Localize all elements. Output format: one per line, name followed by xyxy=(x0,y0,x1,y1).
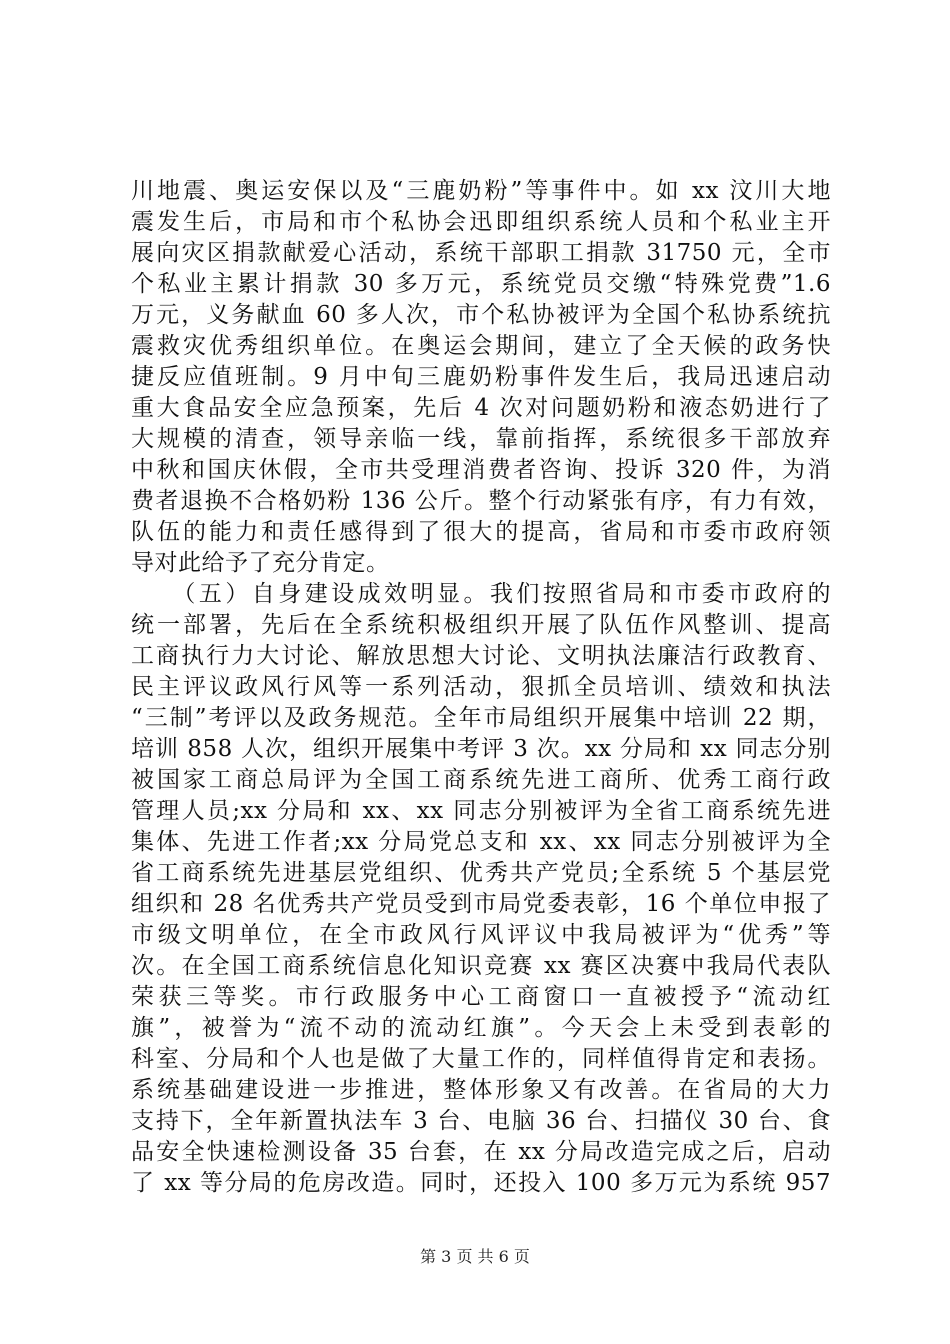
text-line: 民主评议政风行风等一系列活动，狠抓全员培训、绩效和执法 xyxy=(131,674,831,700)
text-line: 被国家工商总局评为全国工商系统先进工商所、优秀工商行政 xyxy=(131,767,831,793)
document-body xyxy=(131,176,831,1199)
text-line: 了 xx 等分局的危房改造。同时，还投入 100 多万元为系统 957 xyxy=(131,1170,831,1196)
paragraph xyxy=(131,176,831,579)
text-line: 震救灾优秀组织单位。在奥运会期间，建立了全天候的政务快 xyxy=(131,333,831,359)
text-line: 工商执行力大讨论、解放思想大讨论、文明执法廉洁行政教育、 xyxy=(131,643,831,669)
text-line: 省工商系统先进基层党组织、优秀共产党员;全系统 5 个基层党 xyxy=(131,860,831,886)
text-line: 市级文明单位，在全市政风行风评议中我局被评为“优秀”等 xyxy=(131,922,831,948)
text-line: 导对此给予了充分肯定。 xyxy=(131,550,390,576)
text-line: 次。在全国工商系统信息化知识竞赛 xx 赛区决赛中我局代表队 xyxy=(131,953,831,979)
text-line: 旗”，被誉为“流不动的流动红旗”。今天会上未受到表彰的 xyxy=(131,1015,831,1041)
text-line: 科室、分局和个人也是做了大量工作的，同样值得肯定和表扬。 xyxy=(131,1046,831,1072)
text-line: （五）自身建设成效明显。我们按照省局和市委市政府的 xyxy=(131,581,831,607)
text-line: 组织和 28 名优秀共产党员受到市局党委表彰，16 个单位申报了 xyxy=(131,891,831,917)
text-line: 捷反应值班制。9 月中旬三鹿奶粉事件发生后，我局迅速启动 xyxy=(131,364,831,390)
text-line: “三制”考评以及政务规范。全年市局组织开展集中培训 22 期， xyxy=(131,705,831,731)
text-line: 集体、先进工作者;xx 分局党总支和 xx、xx 同志分别被评为全 xyxy=(131,829,831,855)
text-line: 大规模的清查，领导亲临一线，靠前指挥，系统很多干部放弃 xyxy=(131,426,831,452)
text-line: 震发生后，市局和市个私协会迅即组织系统人员和个私业主开 xyxy=(131,209,831,235)
text-line: 费者退换不合格奶粉 136 公斤。整个行动紧张有序，有力有效， xyxy=(131,488,831,514)
text-line: 个私业主累计捐款 30 多万元，系统党员交缴“特殊党费”1.6 xyxy=(131,271,831,297)
text-line: 重大食品安全应急预案，先后 4 次对问题奶粉和液态奶进行了 xyxy=(131,395,831,421)
page-footer: 第 3 页 共 6 页 xyxy=(420,1247,530,1266)
text-line: 展向灾区捐款献爱心活动，系统干部职工捐款 31750 元，全市 xyxy=(131,240,831,266)
text-line: 荣获三等奖。市行政服务中心工商窗口一直被授予“流动红 xyxy=(131,984,831,1010)
text-line: 品安全快速检测设备 35 台套，在 xx 分局改造完成之后，启动 xyxy=(131,1139,831,1165)
text-line: 中秋和国庆休假，全市共受理消费者咨询、投诉 320 件，为消 xyxy=(131,457,831,483)
paragraph xyxy=(131,579,831,1199)
text-line: 支持下，全年新置执法车 3 台、电脑 36 台、扫描仪 30 台、食 xyxy=(131,1108,831,1134)
text-line: 统一部署，先后在全系统积极组织开展了队伍作风整训、提高 xyxy=(131,612,831,638)
text-line: 管理人员;xx 分局和 xx、xx 同志分别被评为全省工商系统先进 xyxy=(131,798,831,824)
text-line: 系统基础建设进一步推进，整体形象又有改善。在省局的大力 xyxy=(131,1077,831,1103)
text-line: 川地震、奥运安保以及“三鹿奶粉”等事件中。如 xx 汶川大地 xyxy=(131,178,831,204)
text-line: 队伍的能力和责任感得到了很大的提高，省局和市委市政府领 xyxy=(131,519,831,545)
text-line: 培训 858 人次，组织开展集中考评 3 次。xx 分局和 xx 同志分别 xyxy=(131,736,831,762)
text-line: 万元，义务献血 60 多人次，市个私协被评为全国个私协系统抗 xyxy=(131,302,831,328)
